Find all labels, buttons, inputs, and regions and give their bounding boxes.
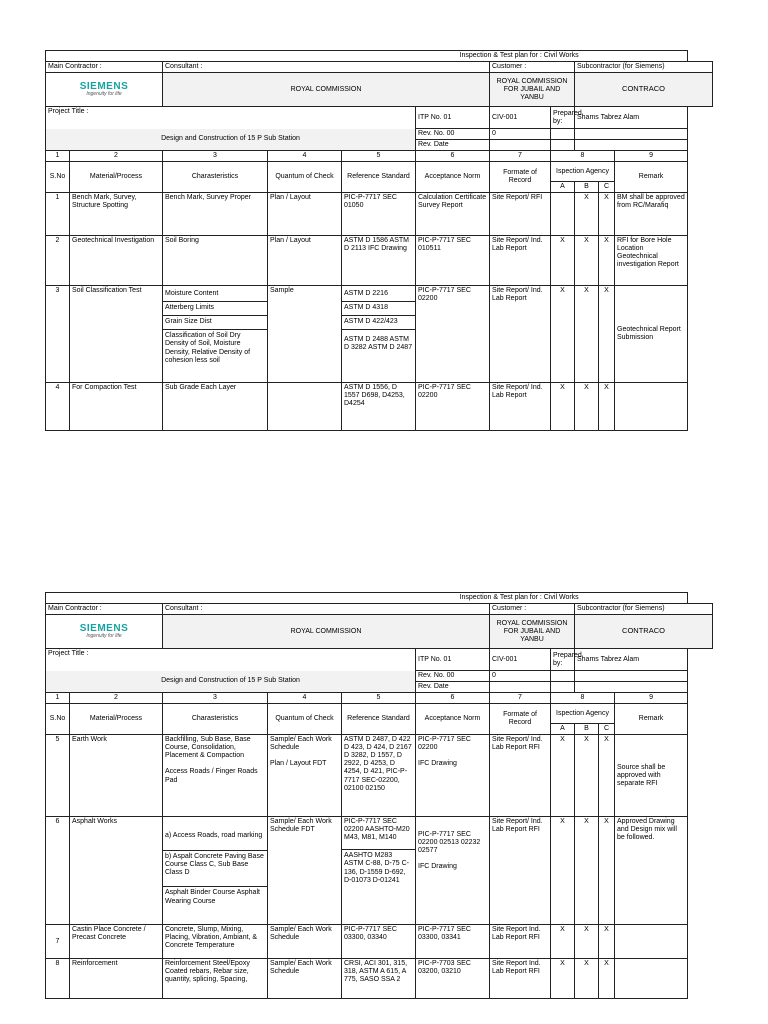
col-quantum: Quantum of Check [268,162,342,193]
customer-value: ROYAL COMMISSION FOR JUBAIL AND YANBU [490,73,575,107]
col-number: 5 [342,151,416,162]
row-number: 6 [46,817,70,925]
col-characteristics: Charasteristics [163,704,268,735]
row-agency-b: X [575,817,599,925]
col-quantum: Quantum of Check [268,704,342,735]
subcontractor-value: CONTRACO [575,73,713,107]
col-number: 3 [163,151,268,162]
row-number: 5 [46,735,70,817]
row-characteristics: Sub Grade Each Layer [163,383,268,431]
row-material: For Compaction Test [70,383,163,431]
row-number: 2 [46,236,70,286]
logo-word: SIEMENS [79,622,129,634]
col-sno: S.No [46,704,70,735]
table-row [46,383,713,431]
table-row [46,286,713,383]
row-agency-c: X [599,817,615,925]
table-row [46,817,713,925]
row-characteristics: a) Access Roads, road marking b) Aspalt Concrete Paving Base Course Class C, Sub Base Class D Asphalt Binder Course Asphalt Wearing Course [163,817,268,925]
row-material: Reinforcement [70,959,163,999]
row-reference: ASTM D 1556, D 1557 D698, D4253, D4254 [342,383,416,431]
row-number: 8 [46,959,70,999]
col-reference: Reference Standard [342,704,416,735]
rev-no-value: 0 [490,671,551,682]
row-agency-b: X [575,959,599,999]
row-remark [615,383,688,431]
logo-tagline: Ingenuity for life [86,633,122,640]
main-contractor-label: Main Contractor : [46,62,163,73]
row-agency-a: X [551,236,575,286]
row-format: Site Report Ind. Lab Report RFI [490,959,551,999]
col-number: 8 [551,151,615,162]
col-number: 4 [268,151,342,162]
col-reference: Reference Standard [342,162,416,193]
row-acceptance: PIC-P-7717 SEC 02200 02513 02232 02577 IFC Drawing [416,817,490,925]
col-number: 7 [490,693,551,704]
row-agency-c: X [599,236,615,286]
project-title-label: Project Title : [46,107,416,129]
row-quantum: Plan / Layout [268,236,342,286]
row-characteristics: Bench Mark, Survey Proper [163,193,268,236]
row-agency-a: X [551,286,575,383]
col-number: 7 [490,151,551,162]
table-row [46,735,713,817]
siemens-logo [46,615,163,649]
itp-no-label: ITP No. 01 [416,107,490,129]
row-quantum [268,383,342,431]
table-row [46,236,713,286]
col-format: Formate of Record [490,704,551,735]
col-number: 1 [46,693,70,704]
row-format: Site Report/ Ind. Lab Report [490,383,551,431]
row-material: Earth Work [70,735,163,817]
row-agency-c: X [599,959,615,999]
prepared-by-value: Shams Tabrez Alam [575,107,688,129]
col-number: 5 [342,693,416,704]
project-title: Design and Construction of 15 P Sub Station [46,671,416,693]
row-reference: ASTM D 2216 ASTM D 4318 ASTM D 422/423 ASTM D 2488 ASTM D 3282 ASTM D 2487 [342,286,416,383]
row-material: Castin Place Concrete / Precast Concrete [70,925,163,959]
row-agency-b: X [575,286,599,383]
row-format: Site Report Ind. Lab Report RFI [490,925,551,959]
row-acceptance: PIC-P-7717 SEC 010511 [416,236,490,286]
col-acceptance: Acceptance Norm [416,704,490,735]
row-characteristics: Reinforcement Steel/Epoxy Coated rebars, Rebar size, quantity, splicing, Spacing, [163,959,268,999]
row-format: Site Report/ Ind. Lab Report [490,286,551,383]
col-number: 4 [268,693,342,704]
prepared-by-label: Prepared by: [551,107,575,129]
row-quantum: Sample/ Each Work Schedule FDT [268,817,342,925]
row-remark: BM shall be approved from RC/Marafiq [615,193,688,236]
col-agency: Ispection Agency [551,704,615,724]
row-remark [615,925,688,959]
row-quantum: Sample/ Each Work Schedule [268,959,342,999]
col-acceptance: Acceptance Norm [416,162,490,193]
col-characteristics: Charasteristics [163,162,268,193]
row-reference: CRSI, ACI 301, 315, 318, ASTM A 615, A 775, SASO SSA 2 [342,959,416,999]
customer-label: Customer : [490,62,575,73]
col-number: 2 [70,693,163,704]
rev-no-label: Rev. No. 00 [416,671,490,682]
logo-tagline: Ingenuity for life [86,91,122,98]
row-quantum: Sample/ Each Work Schedule Plan / Layout FDT [268,735,342,817]
row-reference: PIC-P-7717 SEC 01050 [342,193,416,236]
row-reference: ASTM D 2487, D 422 D 423, D 424, D 2167 D 3282, D 1557, D 2922, D 4253, D 4254, D 421, PIC-P-7717 SEC-02200, 02100 02150 [342,735,416,817]
subcontractor-value: CONTRACO [575,615,713,649]
row-format: Site Report/ Ind. Lab Report [490,236,551,286]
col-material: Material/Process [70,162,163,193]
main-contractor-label: Main Contractor : [46,604,163,615]
consultant-label: Consultant : [163,604,490,615]
row-agency-a [551,193,575,236]
row-reference: ASTM D 1586 ASTM D 2113 IFC Drawing [342,236,416,286]
row-agency-a: X [551,959,575,999]
col-remark: Remark [615,704,688,735]
row-characteristics: Concrete, Slump, Mixing, Placing, Vibration, Ambiant, & Concrete Temperature [163,925,268,959]
row-agency-a: X [551,817,575,925]
row-acceptance: PIC-P-7717 SEC 02200 [416,286,490,383]
row-material: Geotechnical Investigation [70,236,163,286]
col-agency-a: A [551,182,575,193]
row-agency-a: X [551,925,575,959]
siemens-logo [46,73,163,107]
row-format: Site Report/ RFI [490,193,551,236]
row-number: 7 [46,925,70,959]
row-remark: RFI for Bore Hole Location Geotechnical investigation Report [615,236,688,286]
row-agency-b: X [575,735,599,817]
rev-no-label: Rev. No. 00 [416,129,490,140]
col-number: 6 [416,693,490,704]
col-number: 2 [70,151,163,162]
rev-date-label: Rev. Date [416,682,490,693]
row-agency-b: X [575,236,599,286]
row-characteristics: Soil Boring [163,236,268,286]
row-acceptance: PIC-P-7717 SEC 02200 IFC Drawing [416,735,490,817]
itp-title: Inspection & Test plan for : Civil Works [459,594,579,601]
col-agency-b: B [575,182,599,193]
itp-no-label: ITP No. 01 [416,649,490,671]
row-remark: Geotechnical Report Submission [615,286,688,383]
itp-no-value: CIV-001 [490,649,551,671]
row-acceptance: Calculation Certificate Survey Report [416,193,490,236]
row-material: Bench Mark, Survey, Structure Spotting [70,193,163,236]
col-agency-a: A [551,724,575,735]
row-acceptance: PIC-P-7717 SEC 03300, 03341 [416,925,490,959]
row-agency-a: X [551,383,575,431]
row-quantum: Plan / Layout [268,193,342,236]
row-acceptance: PIC-P-7717 SEC 02200 [416,383,490,431]
itp-table-page-2 [45,592,713,999]
itp-table-page-1 [45,50,713,431]
row-format: Site Report/ Ind. Lab Report RFI [490,735,551,817]
row-characteristics: Moisture Content Atterberg Limits Grain Size Dist Classification of Soil Dry Density of Soil, Moisture Density, Relative Density of cohesion less soil [163,286,268,383]
row-reference: PIC-P-7717 SEC 03300, 03340 [342,925,416,959]
col-material: Material/Process [70,704,163,735]
project-title-label: Project Title : [46,649,416,671]
col-agency: Ispection Agency [551,162,615,182]
row-number: 1 [46,193,70,236]
col-sno: S.No [46,162,70,193]
col-number: 9 [615,693,688,704]
row-agency-c: X [599,925,615,959]
row-characteristics: Backfilling, Sub Base, Base Course, Consolidation, Placement & Compaction Access Roads / Finger Roads Pad [163,735,268,817]
customer-label: Customer : [490,604,575,615]
col-number: 8 [551,693,615,704]
row-quantum: Sample/ Each Work Schedule [268,925,342,959]
row-material: Asphalt Works [70,817,163,925]
row-quantum: Sample [268,286,342,383]
rev-no-value: 0 [490,129,551,140]
logo-word: SIEMENS [79,80,129,92]
col-number: 1 [46,151,70,162]
row-reference: PIC-P-7717 SEC 02200 AASHTO-M20 M43, M81, M140 AASHTO M283 ASTM C-88, D-75 C-136, D-1559 D-692, D-01073 D-01241 [342,817,416,925]
row-number: 3 [46,286,70,383]
row-agency-c: X [599,286,615,383]
prepared-by-label: Prepared by: [551,649,575,671]
row-acceptance: PIC-P-7703 SEC 03200, 03210 [416,959,490,999]
row-remark: Source shall be approved with separate RFI [615,735,688,817]
prepared-by-value: Shams Tabrez Alam [575,649,688,671]
table-row [46,925,713,959]
subcontractor-label: Subcontractor (for Siemens) [575,604,713,615]
subcontractor-label: Subcontractor (for Siemens) [575,62,713,73]
row-material: Soil Classification Test [70,286,163,383]
row-number: 4 [46,383,70,431]
col-format: Formate of Record [490,162,551,193]
row-agency-c: X [599,735,615,817]
row-remark: Approved Drawing and Design mix will be followed. [615,817,688,925]
itp-title: Inspection & Test plan for : Civil Works [459,52,579,59]
col-agency-b: B [575,724,599,735]
consultant-label: Consultant : [163,62,490,73]
row-agency-c: X [599,193,615,236]
col-number: 6 [416,151,490,162]
table-row [46,959,713,999]
customer-value: ROYAL COMMISSION FOR JUBAIL AND YANBU [490,615,575,649]
col-remark: Remark [615,162,688,193]
col-number: 9 [615,151,688,162]
col-agency-c: C [599,182,615,193]
col-agency-c: C [599,724,615,735]
itp-no-value: CIV-001 [490,107,551,129]
row-format: Site Report/ Ind. Lab Report RFI [490,817,551,925]
project-title: Design and Construction of 15 P Sub Station [46,129,416,151]
row-agency-a: X [551,735,575,817]
row-agency-b: X [575,193,599,236]
rev-date-label: Rev. Date [416,140,490,151]
table-row [46,193,713,236]
col-number: 3 [163,693,268,704]
row-agency-b: X [575,383,599,431]
row-agency-c: X [599,383,615,431]
consultant-value: ROYAL COMMISSION [163,615,490,649]
row-remark [615,959,688,999]
consultant-value: ROYAL COMMISSION [163,73,490,107]
row-agency-b: X [575,925,599,959]
